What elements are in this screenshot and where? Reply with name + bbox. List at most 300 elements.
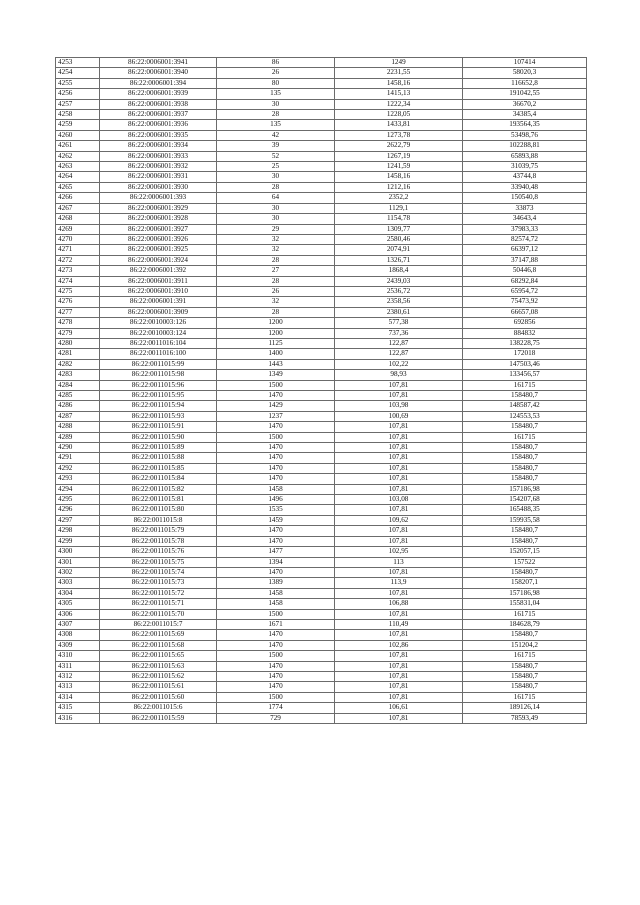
area-cell: 1774 (217, 703, 335, 713)
table-row (56, 297, 587, 307)
value-cell: 82574,72 (463, 234, 587, 244)
table-row (56, 276, 587, 286)
cadastral-number-cell: 86:22:0011015:61 (100, 682, 217, 692)
table-row (56, 58, 587, 68)
area-cell: 1470 (217, 422, 335, 432)
cadastral-number-cell: 86:22:0006001:3931 (100, 172, 217, 182)
value-cell: 147503,46 (463, 359, 587, 369)
cadastral-number-cell: 86:22:0006001:3938 (100, 99, 217, 109)
table-row (56, 484, 587, 494)
table-row (56, 162, 587, 172)
cadastral-number-cell: 86:22:0011015:60 (100, 692, 217, 702)
table-row (56, 411, 587, 421)
cadastral-number-cell: 86:22:0011015:96 (100, 380, 217, 390)
rate-cell: 2380,61 (335, 307, 463, 317)
value-cell: 34643,4 (463, 214, 587, 224)
value-cell: 158480,7 (463, 526, 587, 536)
cadastral-number-cell: 86:22:0006001:392 (100, 266, 217, 276)
cadastral-number-cell: 86:22:0011015:88 (100, 453, 217, 463)
table-row (56, 536, 587, 546)
value-cell: 161715 (463, 609, 587, 619)
row-number-cell: 4287 (56, 411, 100, 421)
cadastral-number-cell: 86:22:0006001:3934 (100, 141, 217, 151)
row-number-cell: 4307 (56, 619, 100, 629)
row-number-cell: 4271 (56, 245, 100, 255)
value-cell: 78593,49 (463, 713, 587, 723)
cadastral-number-cell: 86:22:0011015:72 (100, 588, 217, 598)
rate-cell: 107,81 (335, 692, 463, 702)
cadastral-number-cell: 86:22:0011015:8 (100, 515, 217, 525)
row-number-cell: 4261 (56, 141, 100, 151)
rate-cell: 577,38 (335, 318, 463, 328)
rate-cell: 107,81 (335, 422, 463, 432)
cadastral-number-cell: 86:22:0006001:3910 (100, 286, 217, 296)
row-number-cell: 4288 (56, 422, 100, 432)
cadastral-number-cell: 86:22:0011015:65 (100, 651, 217, 661)
rate-cell: 107,81 (335, 567, 463, 577)
row-number-cell: 4253 (56, 58, 100, 68)
value-cell: 152057,15 (463, 547, 587, 557)
rate-cell: 1273,78 (335, 130, 463, 140)
value-cell: 102288,81 (463, 141, 587, 151)
row-number-cell: 4278 (56, 318, 100, 328)
rate-cell: 1241,59 (335, 162, 463, 172)
value-cell: 33873 (463, 203, 587, 213)
row-number-cell: 4308 (56, 630, 100, 640)
table-row (56, 172, 587, 182)
area-cell: 1459 (217, 515, 335, 525)
row-number-cell: 4303 (56, 578, 100, 588)
rate-cell: 107,81 (335, 609, 463, 619)
row-number-cell: 4270 (56, 234, 100, 244)
cadastral-number-cell: 86:22:0006001:3927 (100, 224, 217, 234)
cadastral-number-cell: 86:22:0011015:74 (100, 567, 217, 577)
table-row (56, 338, 587, 348)
area-cell: 30 (217, 172, 335, 182)
area-cell: 1477 (217, 547, 335, 557)
table-row (56, 286, 587, 296)
area-cell: 1500 (217, 609, 335, 619)
value-cell: 33940,48 (463, 182, 587, 192)
rate-cell: 737,36 (335, 328, 463, 338)
table-row (56, 443, 587, 453)
row-number-cell: 4259 (56, 120, 100, 130)
area-cell: 1470 (217, 391, 335, 401)
cadastral-number-cell: 86:22:0011015:76 (100, 547, 217, 557)
rate-cell: 113 (335, 557, 463, 567)
value-cell: 158480,7 (463, 567, 587, 577)
value-cell: 37983,33 (463, 224, 587, 234)
area-cell: 1496 (217, 495, 335, 505)
area-cell: 1458 (217, 588, 335, 598)
value-cell: 191042,55 (463, 89, 587, 99)
table-row (56, 380, 587, 390)
area-cell: 1443 (217, 359, 335, 369)
value-cell: 34385,4 (463, 110, 587, 120)
row-number-cell: 4277 (56, 307, 100, 317)
rate-cell: 2622,79 (335, 141, 463, 151)
cadastral-number-cell: 86:22:0006001:3924 (100, 255, 217, 265)
cadastral-number-cell: 86:22:0011015:71 (100, 599, 217, 609)
value-cell: 157186,98 (463, 588, 587, 598)
cadastral-number-cell: 86:22:0011015:59 (100, 713, 217, 723)
table-row (56, 151, 587, 161)
table-row (56, 130, 587, 140)
rate-cell: 122,87 (335, 349, 463, 359)
row-number-cell: 4258 (56, 110, 100, 120)
area-cell: 1470 (217, 463, 335, 473)
rate-cell: 106,61 (335, 703, 463, 713)
cadastral-number-cell: 86:22:0006001:3929 (100, 203, 217, 213)
table-row (56, 245, 587, 255)
table-row (56, 141, 587, 151)
rate-cell: 107,81 (335, 682, 463, 692)
area-cell: 32 (217, 297, 335, 307)
value-cell: 161715 (463, 651, 587, 661)
area-cell: 28 (217, 276, 335, 286)
cadastral-number-cell: 86:22:0011015:82 (100, 484, 217, 494)
cadastral-number-cell: 86:22:0006001:394 (100, 78, 217, 88)
cadastral-number-cell: 86:22:0011015:75 (100, 557, 217, 567)
table-row (56, 266, 587, 276)
rate-cell: 1267,19 (335, 151, 463, 161)
area-cell: 1500 (217, 380, 335, 390)
value-cell: 158207,1 (463, 578, 587, 588)
cadastral-number-cell: 86:22:0006001:3940 (100, 68, 217, 78)
value-cell: 133456,57 (463, 370, 587, 380)
area-cell: 64 (217, 193, 335, 203)
value-cell: 158480,7 (463, 422, 587, 432)
area-cell: 1500 (217, 692, 335, 702)
row-number-cell: 4263 (56, 162, 100, 172)
area-cell: 32 (217, 245, 335, 255)
area-cell: 1470 (217, 640, 335, 650)
cadastral-number-cell: 86:22:0006001:3932 (100, 162, 217, 172)
table-row (56, 547, 587, 557)
area-cell: 32 (217, 234, 335, 244)
value-cell: 161715 (463, 692, 587, 702)
row-number-cell: 4294 (56, 484, 100, 494)
cadastral-number-cell: 86:22:0011015:73 (100, 578, 217, 588)
row-number-cell: 4264 (56, 172, 100, 182)
rate-cell: 2580,46 (335, 234, 463, 244)
value-cell: 58020,3 (463, 68, 587, 78)
table-row (56, 328, 587, 338)
cadastral-number-cell: 86:22:0006001:3937 (100, 110, 217, 120)
table-row (56, 682, 587, 692)
area-cell: 1470 (217, 443, 335, 453)
row-number-cell: 4281 (56, 349, 100, 359)
table-row (56, 432, 587, 442)
value-cell: 165488,35 (463, 505, 587, 515)
value-cell: 157522 (463, 557, 587, 567)
area-cell: 30 (217, 203, 335, 213)
table-row (56, 495, 587, 505)
table-row (56, 318, 587, 328)
row-number-cell: 4310 (56, 651, 100, 661)
cadastral-number-cell: 86:22:0011015:78 (100, 536, 217, 546)
cadastral-number-cell: 86:22:0006001:3941 (100, 58, 217, 68)
table-row (56, 391, 587, 401)
row-number-cell: 4306 (56, 609, 100, 619)
rate-cell: 1326,71 (335, 255, 463, 265)
rate-cell: 102,86 (335, 640, 463, 650)
cadastral-number-cell: 86:22:0010003:126 (100, 318, 217, 328)
area-cell: 1470 (217, 630, 335, 640)
cadastral-number-cell: 86:22:0006001:3928 (100, 214, 217, 224)
value-cell: 107414 (463, 58, 587, 68)
value-cell: 36670,2 (463, 99, 587, 109)
row-number-cell: 4268 (56, 214, 100, 224)
rate-cell: 102,95 (335, 547, 463, 557)
rate-cell: 1212,16 (335, 182, 463, 192)
rate-cell: 107,81 (335, 474, 463, 484)
row-number-cell: 4282 (56, 359, 100, 369)
area-cell: 26 (217, 286, 335, 296)
cadastral-number-cell: 86:22:0011015:99 (100, 359, 217, 369)
rate-cell: 1458,16 (335, 78, 463, 88)
value-cell: 189126,14 (463, 703, 587, 713)
row-number-cell: 4279 (56, 328, 100, 338)
value-cell: 155831,04 (463, 599, 587, 609)
area-cell: 28 (217, 307, 335, 317)
rate-cell: 107,81 (335, 671, 463, 681)
value-cell: 884832 (463, 328, 587, 338)
row-number-cell: 4272 (56, 255, 100, 265)
cadastral-number-cell: 86:22:0006001:3939 (100, 89, 217, 99)
table-row (56, 588, 587, 598)
table-row (56, 234, 587, 244)
rate-cell: 107,81 (335, 453, 463, 463)
row-number-cell: 4316 (56, 713, 100, 723)
area-cell: 1200 (217, 328, 335, 338)
table-row (56, 182, 587, 192)
row-number-cell: 4311 (56, 661, 100, 671)
area-cell: 30 (217, 99, 335, 109)
table-row (56, 578, 587, 588)
area-cell: 29 (217, 224, 335, 234)
row-number-cell: 4292 (56, 463, 100, 473)
area-cell: 80 (217, 78, 335, 88)
cadastral-number-cell: 86:22:0006001:3909 (100, 307, 217, 317)
cadastral-number-cell: 86:22:0011015:70 (100, 609, 217, 619)
value-cell: 193564,35 (463, 120, 587, 130)
value-cell: 158480,7 (463, 453, 587, 463)
row-number-cell: 4266 (56, 193, 100, 203)
value-cell: 159935,58 (463, 515, 587, 525)
cadastral-number-cell: 86:22:0011015:91 (100, 422, 217, 432)
area-cell: 135 (217, 120, 335, 130)
value-cell: 158480,7 (463, 463, 587, 473)
table-row (56, 640, 587, 650)
row-number-cell: 4290 (56, 443, 100, 453)
cadastral-number-cell: 86:22:0011015:93 (100, 411, 217, 421)
table-row (56, 99, 587, 109)
row-number-cell: 4254 (56, 68, 100, 78)
table-row (56, 193, 587, 203)
table-row (56, 401, 587, 411)
area-cell: 1389 (217, 578, 335, 588)
table-body (56, 58, 587, 724)
rate-cell: 107,81 (335, 380, 463, 390)
row-number-cell: 4256 (56, 89, 100, 99)
row-number-cell: 4269 (56, 224, 100, 234)
row-number-cell: 4305 (56, 599, 100, 609)
cadastral-number-cell: 86:22:0011015:79 (100, 526, 217, 536)
cadastral-number-cell: 86:22:0011016:100 (100, 349, 217, 359)
area-cell: 1500 (217, 651, 335, 661)
area-cell: 1394 (217, 557, 335, 567)
value-cell: 53498,76 (463, 130, 587, 140)
rate-cell: 1458,16 (335, 172, 463, 182)
rate-cell: 109,62 (335, 515, 463, 525)
table-row (56, 567, 587, 577)
rate-cell: 107,81 (335, 651, 463, 661)
rate-cell: 2231,55 (335, 68, 463, 78)
rate-cell: 102,22 (335, 359, 463, 369)
value-cell: 31039,75 (463, 162, 587, 172)
rate-cell: 107,81 (335, 484, 463, 494)
table-row (56, 78, 587, 88)
area-cell: 1500 (217, 432, 335, 442)
rate-cell: 103,98 (335, 401, 463, 411)
table-row (56, 224, 587, 234)
rate-cell: 1868,4 (335, 266, 463, 276)
area-cell: 27 (217, 266, 335, 276)
value-cell: 66397,12 (463, 245, 587, 255)
rate-cell: 107,81 (335, 391, 463, 401)
area-cell: 1200 (217, 318, 335, 328)
area-cell: 1671 (217, 619, 335, 629)
cadastral-number-cell: 86:22:0006001:393 (100, 193, 217, 203)
rate-cell: 1129,1 (335, 203, 463, 213)
table-row (56, 515, 587, 525)
row-number-cell: 4298 (56, 526, 100, 536)
table-row (56, 661, 587, 671)
rate-cell: 113,9 (335, 578, 463, 588)
cadastral-value-table (55, 57, 587, 724)
rate-cell: 2439,03 (335, 276, 463, 286)
rate-cell: 107,81 (335, 463, 463, 473)
rate-cell: 2074,91 (335, 245, 463, 255)
table-row (56, 110, 587, 120)
value-cell: 50446,8 (463, 266, 587, 276)
row-number-cell: 4312 (56, 671, 100, 681)
area-cell: 1470 (217, 682, 335, 692)
value-cell: 184628,79 (463, 619, 587, 629)
cadastral-number-cell: 86:22:0011015:84 (100, 474, 217, 484)
value-cell: 75473,92 (463, 297, 587, 307)
row-number-cell: 4284 (56, 380, 100, 390)
rate-cell: 107,81 (335, 713, 463, 723)
value-cell: 157186,98 (463, 484, 587, 494)
area-cell: 1470 (217, 536, 335, 546)
value-cell: 158480,7 (463, 536, 587, 546)
row-number-cell: 4291 (56, 453, 100, 463)
value-cell: 161715 (463, 432, 587, 442)
area-cell: 1400 (217, 349, 335, 359)
value-cell: 65893,88 (463, 151, 587, 161)
table-row (56, 370, 587, 380)
rate-cell: 2352,2 (335, 193, 463, 203)
value-cell: 161715 (463, 380, 587, 390)
cadastral-number-cell: 86:22:0011015:62 (100, 671, 217, 681)
cadastral-number-cell: 86:22:0011015:85 (100, 463, 217, 473)
row-number-cell: 4309 (56, 640, 100, 650)
area-cell: 135 (217, 89, 335, 99)
row-number-cell: 4304 (56, 588, 100, 598)
area-cell: 1470 (217, 474, 335, 484)
row-number-cell: 4313 (56, 682, 100, 692)
table-row (56, 422, 587, 432)
row-number-cell: 4293 (56, 474, 100, 484)
area-cell: 1470 (217, 453, 335, 463)
rate-cell: 1433,81 (335, 120, 463, 130)
table-row (56, 692, 587, 702)
area-cell: 1458 (217, 484, 335, 494)
table-row (56, 703, 587, 713)
cadastral-number-cell: 86:22:0006001:3930 (100, 182, 217, 192)
area-cell: 42 (217, 130, 335, 140)
area-cell: 28 (217, 110, 335, 120)
area-cell: 1429 (217, 401, 335, 411)
cadastral-number-cell: 86:22:0011015:95 (100, 391, 217, 401)
table-row (56, 557, 587, 567)
table-row (56, 619, 587, 629)
value-cell: 124553,53 (463, 411, 587, 421)
cadastral-number-cell: 86:22:0011015:68 (100, 640, 217, 650)
row-number-cell: 4274 (56, 276, 100, 286)
row-number-cell: 4302 (56, 567, 100, 577)
rate-cell: 107,81 (335, 432, 463, 442)
row-number-cell: 4286 (56, 401, 100, 411)
area-cell: 26 (217, 68, 335, 78)
cadastral-number-cell: 86:22:0011016:104 (100, 338, 217, 348)
table-row (56, 474, 587, 484)
table-row (56, 89, 587, 99)
area-cell: 30 (217, 214, 335, 224)
value-cell: 158480,7 (463, 443, 587, 453)
area-cell: 1470 (217, 567, 335, 577)
value-cell: 138228,75 (463, 338, 587, 348)
value-cell: 692856 (463, 318, 587, 328)
row-number-cell: 4299 (56, 536, 100, 546)
value-cell: 66657,08 (463, 307, 587, 317)
cadastral-number-cell: 86:22:0011015:69 (100, 630, 217, 640)
area-cell: 1535 (217, 505, 335, 515)
cadastral-number-cell: 86:22:0006001:391 (100, 297, 217, 307)
table-row (56, 214, 587, 224)
area-cell: 25 (217, 162, 335, 172)
value-cell: 172018 (463, 349, 587, 359)
cadastral-number-cell: 86:22:0011015:6 (100, 703, 217, 713)
row-number-cell: 4289 (56, 432, 100, 442)
value-cell: 154207,68 (463, 495, 587, 505)
area-cell: 1125 (217, 338, 335, 348)
cadastral-number-cell: 86:22:0011015:81 (100, 495, 217, 505)
table-row (56, 630, 587, 640)
row-number-cell: 4255 (56, 78, 100, 88)
row-number-cell: 4300 (56, 547, 100, 557)
value-cell: 116652,8 (463, 78, 587, 88)
area-cell: 86 (217, 58, 335, 68)
row-number-cell: 4273 (56, 266, 100, 276)
cadastral-number-cell: 86:22:0006001:3925 (100, 245, 217, 255)
rate-cell: 2358,56 (335, 297, 463, 307)
row-number-cell: 4260 (56, 130, 100, 140)
table-row (56, 453, 587, 463)
rate-cell: 107,81 (335, 505, 463, 515)
